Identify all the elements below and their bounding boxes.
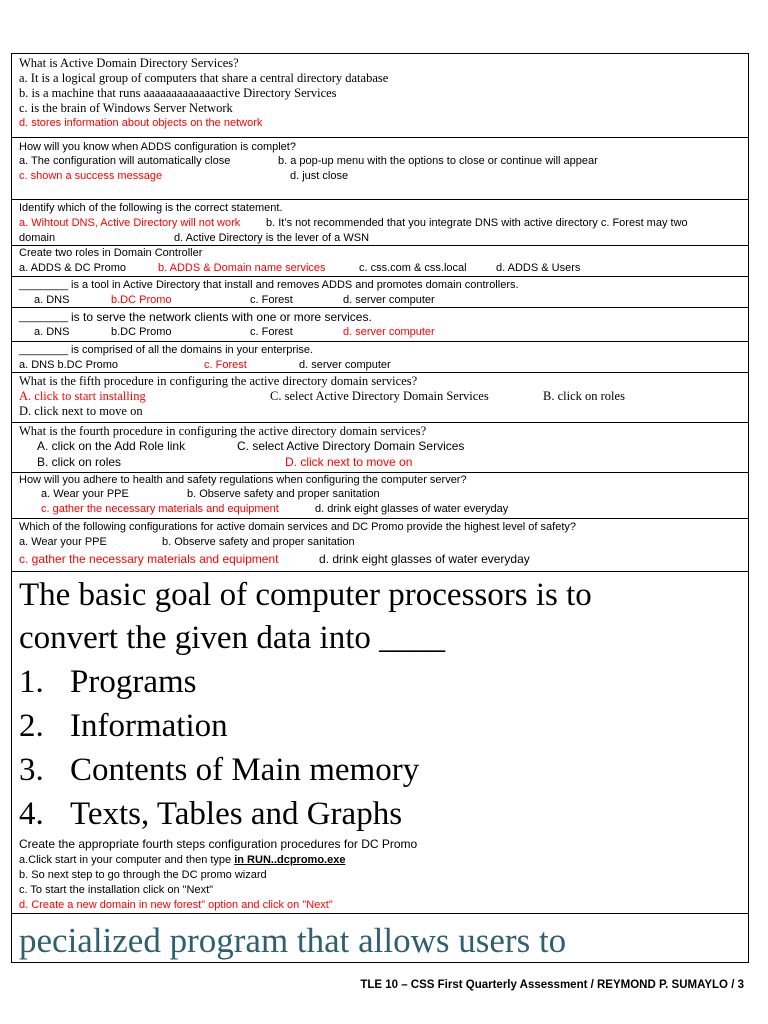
option-a: A. click on the Add Role link (37, 439, 186, 453)
option-c-answer: c. gather the necessary materials and equipment (41, 503, 279, 515)
cutoff-text: pecialized program that allows users to (19, 921, 567, 960)
option-d-answer: d. server computer (343, 326, 435, 338)
option-a-b: a. DNS b.DC Promo (19, 359, 119, 371)
big-question-line-1: The basic goal of computer processors is to (19, 577, 592, 613)
option-b: b.DC Promo (111, 326, 172, 338)
question-8 (12, 373, 748, 423)
option-a: a. It is a logical group of computers that share a central directory database (19, 71, 389, 85)
question-text: What is the fourth procedure in configuring the active directory domain services? (19, 424, 427, 438)
option-c-answer: c. Forest (204, 359, 247, 371)
question-7 (12, 342, 748, 373)
option-a: a. DNS (34, 294, 70, 306)
big-question-line-2: convert the given data into ____ (19, 620, 446, 656)
question-text: How will you know when ADDS configuration is complet? (19, 141, 296, 153)
cutoff-question (12, 914, 748, 962)
assessment-table (11, 53, 749, 963)
page-footer: TLE 10 – CSS First Quarterly Assessment / REYMOND P. SUMAYLO / 3 (360, 979, 744, 991)
option-b: b. Observe safety and proper sanitation (187, 488, 380, 500)
option-number: 2. (19, 708, 44, 744)
option-number: 1. (19, 664, 44, 700)
question-text: is to serve the network clients with one or more services. (71, 310, 372, 324)
question-text: ________ is comprised of all the domains in your enterprise. (19, 344, 314, 356)
question-text: What is Active Domain Directory Services? (19, 56, 239, 70)
question-text: How will you adhere to health and safety regulations when configuring the computer server? (19, 474, 467, 486)
run-command: in RUN..dcpromo.exe (234, 854, 346, 866)
question-3 (12, 200, 748, 246)
question-text: ________ is a tool in Active Directory that install and removes ADDS and promotes domain controllers. (19, 279, 519, 291)
question-text: Which of the following configurations for active domain services and DC Promo provide the highest level of safety? (19, 521, 577, 533)
option-c: c. Forest (250, 326, 293, 338)
option-programs: Programs (70, 664, 197, 700)
option-b: b. a pop-up menu with the options to close or continue will appear (278, 155, 598, 167)
option-d: d. just close (290, 170, 349, 182)
question-6 (12, 308, 748, 342)
option-a-answer: A. click to start installing (19, 389, 146, 403)
option-b: b. Observe safety and proper sanitation (162, 536, 355, 548)
option-b: b. is a machine that runs aaaaaaaaaaaaactive Directory Services (19, 86, 337, 100)
option-d: d. Active Directory is the lever of a WSN (174, 232, 370, 244)
option-d: d. drink eight glasses of water everyday (315, 503, 509, 515)
option-b: B. click on roles (37, 455, 122, 469)
option-d: d. server computer (299, 359, 391, 371)
question-10 (12, 473, 748, 519)
option-d-answer: d. stores information about objects on the network (19, 117, 263, 129)
option-a: a. The configuration will automatically close (19, 155, 231, 167)
question-9 (12, 423, 748, 473)
question-1 (12, 54, 748, 138)
option-c: c. Forest (250, 294, 293, 306)
option-a-answer: a. Wihtout DNS, Active Directory will not work (19, 217, 241, 229)
q13-option-a: a.Click start in your computer and then type in RUN..dcpromo.exe (19, 854, 346, 866)
option-a: a. Wear your PPE (19, 536, 107, 548)
option-c: c. is the brain of Windows Server Network (19, 101, 233, 115)
question-2 (12, 138, 748, 200)
option-c: C. select Active Directory Domain Services (270, 389, 489, 403)
option-c: C. select Active Directory Domain Services (237, 439, 465, 453)
option-c: domain (19, 232, 56, 244)
blank: ________ (19, 311, 68, 323)
option-information: Information (70, 708, 228, 744)
option-b: b. It’s not recommended that you integrate DNS with active directory c. Forest may two (266, 217, 688, 229)
option-d: D. click next to move on (19, 404, 143, 418)
option-c-answer: c. gather the necessary materials and equipment (19, 552, 279, 566)
option-b-answer: b.DC Promo (111, 294, 172, 306)
option-c: c. css.com & css.local (359, 262, 467, 274)
q13-option-d-answer: d. Create a new domain in new forest" option and click on "Next" (19, 899, 333, 911)
option-c-answer: c. shown a success message (19, 170, 163, 182)
option-b-answer: b. ADDS & Domain name services (158, 262, 326, 274)
option-d: d. drink eight glasses of water everyday (319, 552, 530, 566)
question-text: Identify which of the following is the correct statement. (19, 202, 283, 214)
option-b: B. click on roles (543, 389, 625, 403)
option-number: 3. (19, 752, 44, 788)
question-11 (12, 519, 748, 572)
option-texts-tables-graphs: Texts, Tables and Graphs (70, 796, 403, 832)
option-main-memory: Contents of Main memory (70, 752, 420, 788)
option-d: d. ADDS & Users (496, 262, 581, 274)
option-d-answer: D. click next to move on (285, 455, 413, 469)
q13-question: Create the appropriate fourth steps configuration procedures for DC Promo (19, 837, 418, 851)
option-number: 4. (19, 796, 44, 832)
q13-option-b: b. So next step to go through the DC promo wizard (19, 869, 267, 881)
question-12 (12, 572, 748, 914)
option-d: d. server computer (343, 294, 435, 306)
option-a: a. Wear your PPE (41, 488, 129, 500)
option-a: a. ADDS & DC Promo (19, 262, 126, 274)
question-5 (12, 277, 748, 308)
question-text: What is the fifth procedure in configuring the active directory domain services? (19, 374, 418, 388)
q13-option-c: c. To start the installation click on "Next" (19, 884, 214, 896)
question-4 (12, 246, 748, 277)
option-a: a. DNS (34, 326, 70, 338)
question-text: Create two roles in Domain Controller (19, 247, 203, 259)
